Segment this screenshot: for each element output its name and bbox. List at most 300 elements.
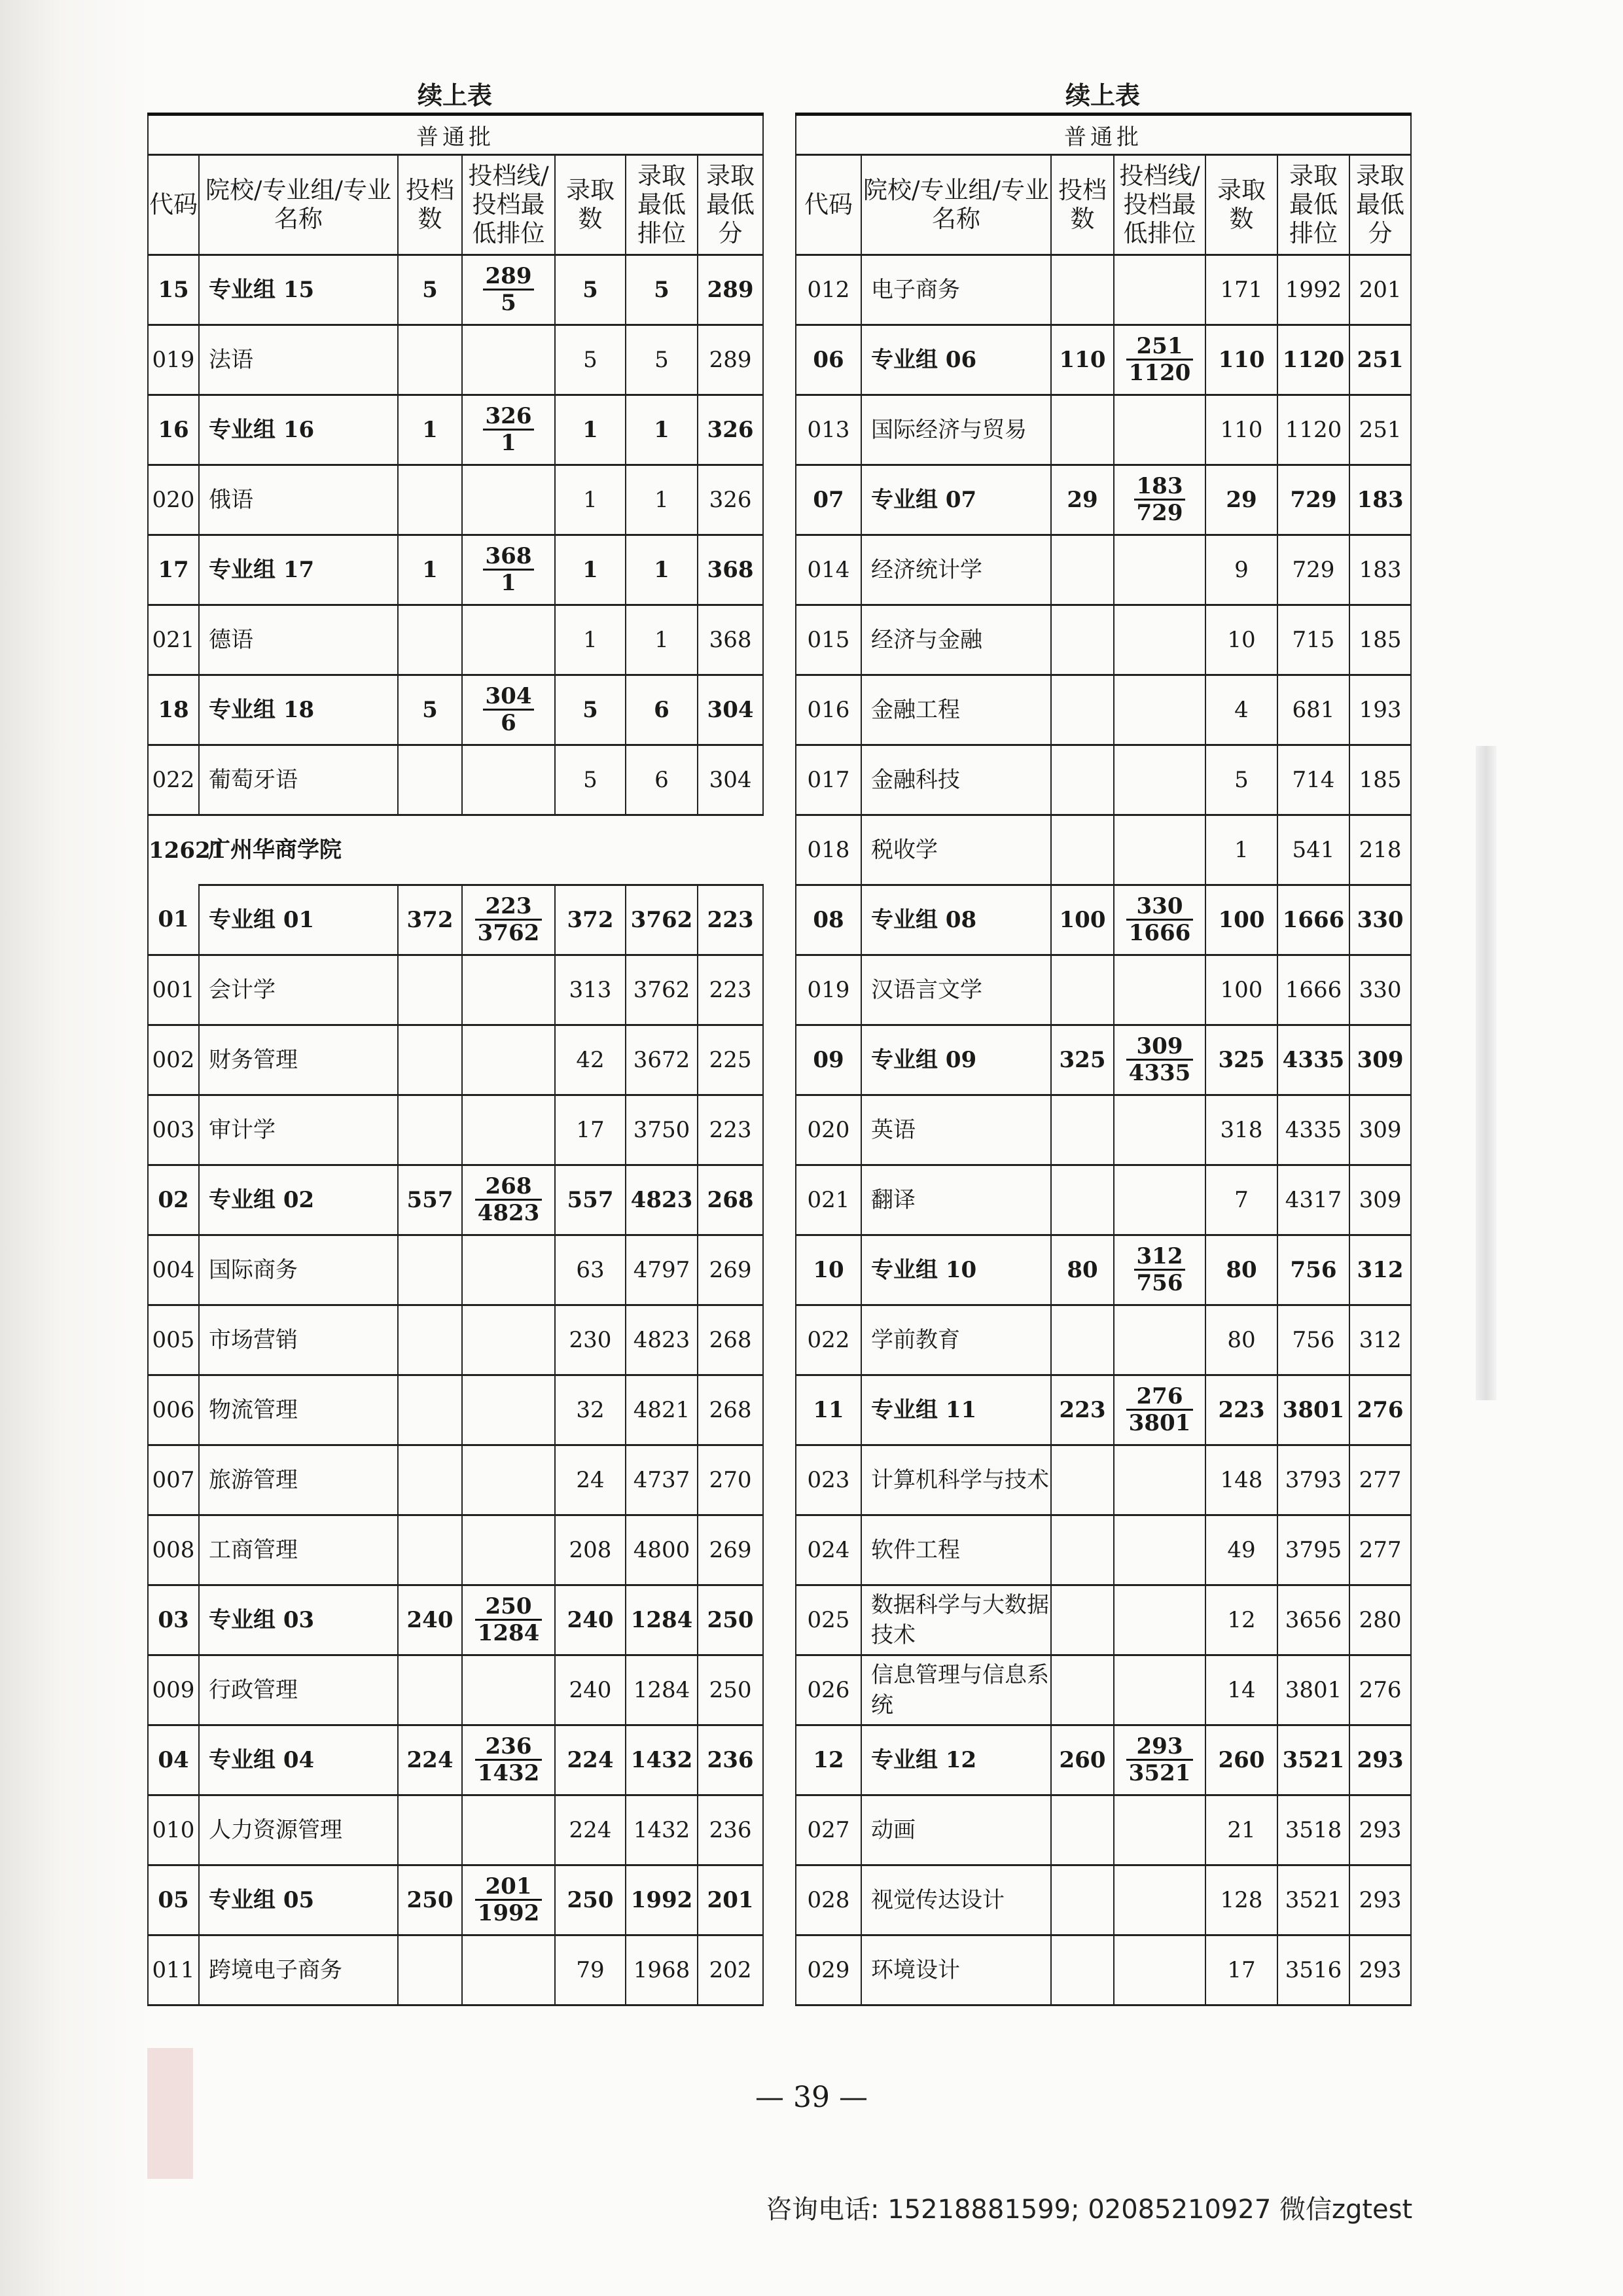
min-score: 289 <box>698 255 763 325</box>
batch-title: 普通批 <box>796 115 1411 155</box>
min-rank: 4823 <box>626 1165 698 1235</box>
line-rank: 6 <box>501 710 516 736</box>
major-name: 数据科学与大数据技术 <box>861 1585 1051 1655</box>
min-rank: 4335 <box>1277 1095 1349 1165</box>
line-score: 309 <box>1126 1034 1194 1061</box>
line-fraction <box>1126 1034 1194 1086</box>
line-cell <box>462 1655 555 1725</box>
continued-label: 续上表 <box>417 80 492 110</box>
group-name: 专业组 03 <box>199 1585 398 1655</box>
min-rank: 6 <box>626 675 698 745</box>
admit-count: 313 <box>555 955 626 1025</box>
row-code: 025 <box>796 1585 861 1655</box>
header-name: 院校/专业组/专业名称 <box>861 155 1051 255</box>
min-score: 293 <box>1349 1795 1411 1865</box>
page-number: — 39 — <box>755 2081 868 2114</box>
group-name: 专业组 11 <box>861 1375 1051 1445</box>
line-fraction <box>1126 1384 1194 1436</box>
admit-count: 5 <box>555 255 626 325</box>
group-name: 专业组 18 <box>199 675 398 745</box>
min-score: 289 <box>698 325 763 395</box>
line-cell <box>462 1795 555 1865</box>
major-name: 电子商务 <box>861 255 1051 325</box>
major-name: 法语 <box>199 325 398 395</box>
plan-count: 250 <box>398 1865 462 1935</box>
line-rank: 5 <box>501 290 516 316</box>
line-rank: 3762 <box>477 920 540 946</box>
major-row <box>796 1305 1411 1375</box>
row-code: 07 <box>796 465 861 535</box>
major-name: 经济统计学 <box>861 535 1051 605</box>
admit-count: 208 <box>555 1515 626 1585</box>
row-code: 007 <box>148 1445 199 1515</box>
min-score: 183 <box>1349 535 1411 605</box>
row-code: 16 <box>148 395 199 465</box>
major-row <box>796 605 1411 675</box>
plan-count <box>1051 815 1114 885</box>
min-rank: 681 <box>1277 675 1349 745</box>
min-rank: 4335 <box>1277 1025 1349 1095</box>
line-fraction <box>475 1734 543 1786</box>
min-rank: 1120 <box>1277 325 1349 395</box>
row-code: 04 <box>148 1725 199 1795</box>
line-score: 326 <box>483 404 535 431</box>
plan-count <box>1051 1305 1114 1375</box>
major-row <box>148 1935 763 2005</box>
min-rank: 1992 <box>1277 255 1349 325</box>
plan-count: 1 <box>398 395 462 465</box>
line-cell <box>1114 395 1205 465</box>
group-name: 专业组 01 <box>199 885 398 955</box>
min-rank: 1 <box>626 605 698 675</box>
major-name: 汉语言文学 <box>861 955 1051 1025</box>
admit-count: 224 <box>555 1725 626 1795</box>
plan-count <box>398 1025 462 1095</box>
min-score: 269 <box>698 1515 763 1585</box>
min-rank: 3750 <box>626 1095 698 1165</box>
right-table-panel <box>795 79 1410 2006</box>
row-code: 014 <box>796 535 861 605</box>
row-code: 020 <box>796 1095 861 1165</box>
group-name: 专业组 06 <box>861 325 1051 395</box>
plan-count <box>398 1305 462 1375</box>
min-score: 312 <box>1349 1235 1411 1305</box>
group-row <box>796 465 1411 535</box>
major-name: 翻译 <box>861 1165 1051 1235</box>
row-code: 022 <box>148 745 199 815</box>
plan-count: 110 <box>1051 325 1114 395</box>
major-name: 国际经济与贸易 <box>861 395 1051 465</box>
line-fraction <box>483 264 535 315</box>
line-cell <box>462 955 555 1025</box>
header-code: 代码 <box>148 155 199 255</box>
admit-count: 9 <box>1205 535 1277 605</box>
major-row <box>796 1935 1411 2005</box>
plan-count <box>1051 1585 1114 1655</box>
plan-count <box>1051 1935 1114 2005</box>
row-code: 08 <box>796 885 861 955</box>
line-fraction <box>1126 334 1194 385</box>
admit-count: 110 <box>1205 395 1277 465</box>
row-code: 05 <box>148 1865 199 1935</box>
header-min-rank: 录取最低排位 <box>626 155 698 255</box>
admit-count: 240 <box>555 1655 626 1725</box>
group-row <box>148 255 763 325</box>
min-rank: 1120 <box>1277 395 1349 465</box>
major-name: 德语 <box>199 605 398 675</box>
admit-count: 372 <box>555 885 626 955</box>
group-name: 专业组 17 <box>199 535 398 605</box>
min-rank: 1666 <box>1277 885 1349 955</box>
group-name: 专业组 12 <box>861 1725 1051 1795</box>
line-cell <box>1114 815 1205 885</box>
line-cell <box>1114 675 1205 745</box>
min-rank: 4823 <box>626 1305 698 1375</box>
line-cell <box>1114 955 1205 1025</box>
min-score: 330 <box>1349 955 1411 1025</box>
plan-count <box>1051 395 1114 465</box>
major-name: 旅游管理 <box>199 1445 398 1515</box>
major-row <box>148 1305 763 1375</box>
line-rank: 1992 <box>477 1900 540 1926</box>
group-name: 专业组 16 <box>199 395 398 465</box>
major-name: 俄语 <box>199 465 398 535</box>
plan-count <box>1051 535 1114 605</box>
line-cell <box>462 325 555 395</box>
admit-count: 260 <box>1205 1725 1277 1795</box>
line-fraction <box>1134 1244 1186 1296</box>
line-cell <box>462 255 555 325</box>
major-row <box>796 1795 1411 1865</box>
line-cell <box>1114 1445 1205 1515</box>
admit-count: 80 <box>1205 1305 1277 1375</box>
group-row <box>148 395 763 465</box>
admit-count: 318 <box>1205 1095 1277 1165</box>
admit-count: 250 <box>555 1865 626 1935</box>
line-cell <box>462 1375 555 1445</box>
min-rank: 3656 <box>1277 1585 1349 1655</box>
plan-count <box>398 1445 462 1515</box>
plan-count <box>398 1935 462 2005</box>
min-score: 312 <box>1349 1305 1411 1375</box>
line-cell <box>1114 745 1205 815</box>
major-name: 英语 <box>861 1095 1051 1165</box>
plan-count <box>398 465 462 535</box>
group-row <box>148 1165 763 1235</box>
admit-count: 1 <box>555 395 626 465</box>
plan-count <box>1051 1445 1114 1515</box>
group-row <box>148 675 763 745</box>
line-score: 251 <box>1126 334 1194 361</box>
admit-count: 240 <box>555 1585 626 1655</box>
major-row <box>148 605 763 675</box>
row-code: 015 <box>796 605 861 675</box>
row-code: 10 <box>796 1235 861 1305</box>
line-rank: 1284 <box>477 1620 540 1646</box>
min-rank: 4317 <box>1277 1165 1349 1235</box>
major-row <box>148 1025 763 1095</box>
line-cell <box>1114 255 1205 325</box>
line-cell <box>1114 535 1205 605</box>
row-code: 012 <box>796 255 861 325</box>
min-rank: 715 <box>1277 605 1349 675</box>
admit-count: 21 <box>1205 1795 1277 1865</box>
min-score: 276 <box>1349 1655 1411 1725</box>
plan-count: 5 <box>398 675 462 745</box>
header-line: 投档线/投档最低排位 <box>462 155 555 255</box>
min-score: 277 <box>1349 1515 1411 1585</box>
min-rank: 3762 <box>626 955 698 1025</box>
admit-count: 224 <box>555 1795 626 1865</box>
min-score: 268 <box>698 1305 763 1375</box>
line-score: 201 <box>475 1874 543 1901</box>
group-row <box>796 885 1411 955</box>
min-rank: 6 <box>626 745 698 815</box>
row-code: 001 <box>148 955 199 1025</box>
line-cell <box>1114 1165 1205 1235</box>
line-fraction <box>483 404 535 455</box>
major-name: 会计学 <box>199 955 398 1025</box>
row-code: 022 <box>796 1305 861 1375</box>
line-cell <box>1114 1935 1205 2005</box>
line-fraction <box>1126 1734 1194 1786</box>
group-name: 专业组 15 <box>199 255 398 325</box>
admit-count: 1 <box>555 465 626 535</box>
plan-count <box>398 1375 462 1445</box>
min-rank: 1432 <box>626 1795 698 1865</box>
line-cell <box>462 535 555 605</box>
min-score: 276 <box>1349 1375 1411 1445</box>
min-score: 277 <box>1349 1445 1411 1515</box>
min-rank: 5 <box>626 255 698 325</box>
min-score: 269 <box>698 1235 763 1305</box>
row-code: 008 <box>148 1515 199 1585</box>
plan-count: 325 <box>1051 1025 1114 1095</box>
min-score: 268 <box>698 1165 763 1235</box>
header-admit: 录取数 <box>1205 155 1277 255</box>
plan-count <box>398 325 462 395</box>
row-code: 020 <box>148 465 199 535</box>
min-score: 368 <box>698 535 763 605</box>
min-rank: 541 <box>1277 815 1349 885</box>
min-score: 309 <box>1349 1025 1411 1095</box>
plan-count <box>398 1235 462 1305</box>
min-rank: 1992 <box>626 1865 698 1935</box>
continued-label: 续上表 <box>1065 80 1140 110</box>
line-rank: 1 <box>501 570 516 596</box>
line-score: 250 <box>475 1594 543 1621</box>
row-code: 005 <box>148 1305 199 1375</box>
school-code: 12621 <box>148 815 199 885</box>
plan-count: 1 <box>398 535 462 605</box>
plan-count <box>398 955 462 1025</box>
major-name: 金融科技 <box>861 745 1051 815</box>
major-name: 人力资源管理 <box>199 1795 398 1865</box>
header-line: 投档线/投档最低排位 <box>1114 155 1205 255</box>
row-code: 02 <box>148 1165 199 1235</box>
plan-count: 29 <box>1051 465 1114 535</box>
line-cell <box>1114 1305 1205 1375</box>
major-name: 计算机科学与技术 <box>861 1445 1051 1515</box>
row-code: 028 <box>796 1865 861 1935</box>
major-name: 学前教育 <box>861 1305 1051 1375</box>
line-rank: 1666 <box>1128 920 1191 946</box>
major-name: 财务管理 <box>199 1025 398 1095</box>
major-row <box>796 745 1411 815</box>
min-score: 202 <box>698 1935 763 2005</box>
major-name: 审计学 <box>199 1095 398 1165</box>
left-table-body <box>148 115 763 2005</box>
group-row <box>148 1865 763 1935</box>
major-row <box>148 1095 763 1165</box>
admit-count: 49 <box>1205 1515 1277 1585</box>
line-fraction <box>475 1174 543 1226</box>
line-cell <box>462 675 555 745</box>
major-row <box>796 1865 1411 1935</box>
header-min-score: 录取最低分 <box>1349 155 1411 255</box>
min-score: 223 <box>698 1095 763 1165</box>
group-row <box>148 885 763 955</box>
plan-count: 5 <box>398 255 462 325</box>
line-cell <box>1114 1095 1205 1165</box>
min-rank: 3793 <box>1277 1445 1349 1515</box>
major-row <box>796 955 1411 1025</box>
min-rank: 714 <box>1277 745 1349 815</box>
row-code: 027 <box>796 1795 861 1865</box>
line-score: 289 <box>483 264 535 291</box>
plan-count <box>398 1515 462 1585</box>
min-score: 183 <box>1349 465 1411 535</box>
group-name: 专业组 08 <box>861 885 1051 955</box>
row-code: 019 <box>148 325 199 395</box>
line-cell <box>1114 1235 1205 1305</box>
admit-count: 223 <box>1205 1375 1277 1445</box>
line-fraction <box>475 1594 543 1646</box>
plan-count: 372 <box>398 885 462 955</box>
line-fraction <box>483 684 535 735</box>
min-rank: 1 <box>626 535 698 605</box>
plan-count <box>1051 605 1114 675</box>
admit-count: 128 <box>1205 1865 1277 1935</box>
row-code: 023 <box>796 1445 861 1515</box>
line-score: 268 <box>475 1174 543 1201</box>
major-row <box>796 395 1411 465</box>
row-code: 021 <box>148 605 199 675</box>
line-cell <box>1114 605 1205 675</box>
line-cell <box>1114 1025 1205 1095</box>
admit-count: 557 <box>555 1165 626 1235</box>
major-row <box>148 745 763 815</box>
line-cell <box>462 1305 555 1375</box>
major-row <box>796 815 1411 885</box>
major-name: 葡萄牙语 <box>199 745 398 815</box>
plan-count <box>398 1655 462 1725</box>
plan-count: 224 <box>398 1725 462 1795</box>
min-rank: 4737 <box>626 1445 698 1515</box>
header-min-rank: 录取最低排位 <box>1277 155 1349 255</box>
row-code: 017 <box>796 745 861 815</box>
row-code: 03 <box>148 1585 199 1655</box>
line-cell <box>1114 885 1205 955</box>
row-code: 009 <box>148 1655 199 1725</box>
min-score: 251 <box>1349 395 1411 465</box>
min-score: 236 <box>698 1725 763 1795</box>
admit-count: 80 <box>1205 1235 1277 1305</box>
min-rank: 1284 <box>626 1655 698 1725</box>
major-row <box>796 1515 1411 1585</box>
header-code: 代码 <box>796 155 861 255</box>
line-cell <box>462 1935 555 2005</box>
line-cell <box>462 395 555 465</box>
group-row <box>148 1585 763 1655</box>
major-row <box>796 1655 1411 1725</box>
major-row <box>796 675 1411 745</box>
min-score: 304 <box>698 745 763 815</box>
group-name: 专业组 10 <box>861 1235 1051 1305</box>
line-cell <box>462 885 555 955</box>
admit-count: 7 <box>1205 1165 1277 1235</box>
min-score: 326 <box>698 465 763 535</box>
row-code: 010 <box>148 1795 199 1865</box>
header-plan: 投档数 <box>398 155 462 255</box>
plan-count <box>1051 1515 1114 1585</box>
header-name: 院校/专业组/专业名称 <box>199 155 398 255</box>
line-cell <box>1114 465 1205 535</box>
group-row <box>796 1235 1411 1305</box>
min-rank: 729 <box>1277 465 1349 535</box>
line-rank: 3801 <box>1128 1410 1191 1436</box>
admit-count: 5 <box>555 325 626 395</box>
group-name: 专业组 05 <box>199 1865 398 1935</box>
row-code: 013 <box>796 395 861 465</box>
line-score: 368 <box>483 544 535 571</box>
line-cell <box>1114 1725 1205 1795</box>
major-row <box>148 955 763 1025</box>
line-rank: 1120 <box>1128 360 1191 386</box>
major-row <box>148 1655 763 1725</box>
plan-count <box>1051 1865 1114 1935</box>
row-code: 011 <box>148 1935 199 2005</box>
group-name: 专业组 04 <box>199 1725 398 1795</box>
line-cell <box>462 1445 555 1515</box>
group-row <box>148 1725 763 1795</box>
min-rank: 756 <box>1277 1305 1349 1375</box>
row-code: 019 <box>796 955 861 1025</box>
line-rank: 4335 <box>1128 1060 1191 1086</box>
plan-count <box>1051 1655 1114 1725</box>
min-rank: 1432 <box>626 1725 698 1795</box>
min-rank: 1968 <box>626 1935 698 2005</box>
line-cell <box>462 1725 555 1795</box>
line-cell <box>1114 1515 1205 1585</box>
major-row <box>796 535 1411 605</box>
left-admission-table <box>147 113 764 2006</box>
min-rank: 1284 <box>626 1585 698 1655</box>
plan-count <box>398 745 462 815</box>
plan-count <box>1051 745 1114 815</box>
row-code: 15 <box>148 255 199 325</box>
header-admit: 录取数 <box>555 155 626 255</box>
admit-count: 63 <box>555 1235 626 1305</box>
plan-count <box>398 1095 462 1165</box>
line-cell <box>462 1585 555 1655</box>
row-code: 002 <box>148 1025 199 1095</box>
school-name: 广州华商学院 <box>199 815 763 885</box>
row-code: 021 <box>796 1165 861 1235</box>
scan-edge-right <box>1476 746 1497 1400</box>
header-plan: 投档数 <box>1051 155 1114 255</box>
admit-count: 5 <box>555 675 626 745</box>
